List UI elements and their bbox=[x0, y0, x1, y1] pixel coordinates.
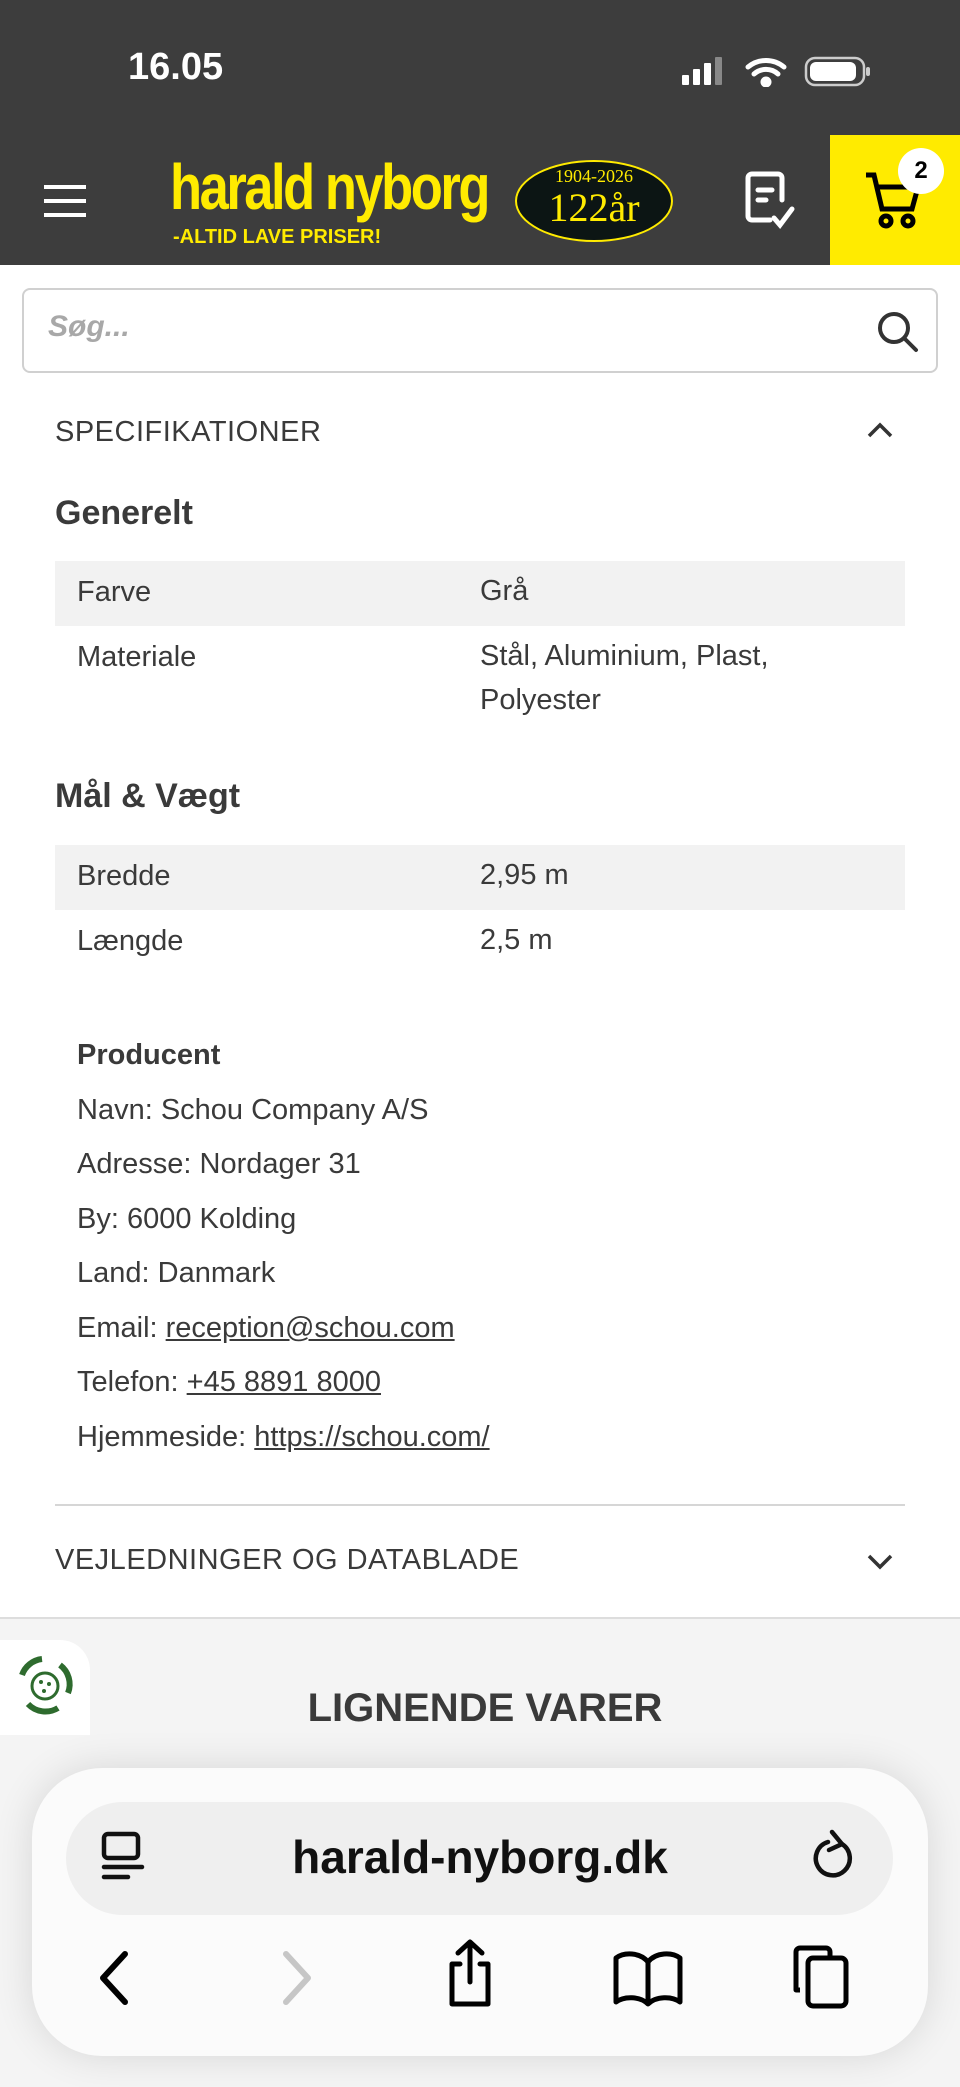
guides-header[interactable]: VEJLEDNINGER OG DATABLADE bbox=[55, 1544, 520, 1576]
specifications-header[interactable]: SPECIFIKATIONER bbox=[55, 416, 322, 448]
back-icon[interactable] bbox=[95, 1950, 135, 2006]
search-icon[interactable] bbox=[876, 310, 920, 354]
dimensions-heading: Mål & Vægt bbox=[55, 777, 241, 815]
phone-link[interactable]: +45 8891 8000 bbox=[186, 1366, 381, 1398]
forward-icon[interactable] bbox=[278, 1950, 318, 2006]
producer-website: Hjemmeside: https://schou.com/ bbox=[77, 1421, 490, 1453]
producer-country: Land: Danmark bbox=[77, 1257, 276, 1289]
wifi-icon bbox=[748, 60, 784, 85]
hamburger-menu-icon[interactable] bbox=[44, 185, 86, 217]
signal-icon bbox=[682, 57, 722, 85]
producer-name: Navn: Schou Company A/S bbox=[77, 1094, 429, 1126]
battery-icon bbox=[806, 58, 870, 85]
reload-icon[interactable] bbox=[812, 1828, 858, 1882]
bookmarks-icon[interactable] bbox=[612, 1948, 684, 2008]
producer-phone: Telefon: +45 8891 8000 bbox=[77, 1366, 381, 1398]
cart-button[interactable] bbox=[830, 135, 960, 265]
table-row: Længde 2,5 m bbox=[77, 924, 553, 957]
producer-email: Email: reception@schou.com bbox=[77, 1312, 455, 1344]
logo[interactable]: harald nyborg -ALTID LAVE PRISER! 1904-2026 122år bbox=[165, 150, 685, 250]
search-input[interactable] bbox=[48, 310, 848, 344]
anniversary-badge: 1904-2026 122år bbox=[515, 160, 673, 242]
tabs-icon[interactable] bbox=[790, 1944, 852, 2010]
divider bbox=[55, 1504, 905, 1506]
producer-heading: Producent bbox=[77, 1039, 221, 1071]
table-row: Bredde 2,95 m bbox=[55, 845, 905, 910]
website-link[interactable]: https://schou.com/ bbox=[254, 1421, 490, 1453]
chevron-down-icon[interactable] bbox=[866, 1552, 894, 1572]
producer-address: Adresse: Nordager 31 bbox=[77, 1148, 361, 1180]
status-time: 16.05 bbox=[128, 46, 224, 88]
status-icons bbox=[680, 55, 875, 87]
general-heading: Generelt bbox=[55, 494, 193, 532]
url-text[interactable]: harald-nyborg.dk bbox=[292, 1831, 668, 1883]
email-link[interactable]: reception@schou.com bbox=[165, 1312, 455, 1344]
chevron-up-icon[interactable] bbox=[866, 420, 894, 440]
cart-count-badge: 2 bbox=[898, 148, 944, 194]
similar-products-title: LIGNENDE VARER bbox=[307, 1686, 663, 1730]
shopping-list-icon[interactable] bbox=[742, 170, 798, 232]
table-row: Farve Grå bbox=[55, 561, 905, 626]
search-box[interactable] bbox=[22, 288, 938, 373]
share-icon[interactable] bbox=[440, 1938, 500, 2010]
producer-city: By: 6000 Kolding bbox=[77, 1203, 297, 1235]
table-row: Materiale Stål, Aluminium, Plast, Polyester bbox=[77, 640, 769, 716]
